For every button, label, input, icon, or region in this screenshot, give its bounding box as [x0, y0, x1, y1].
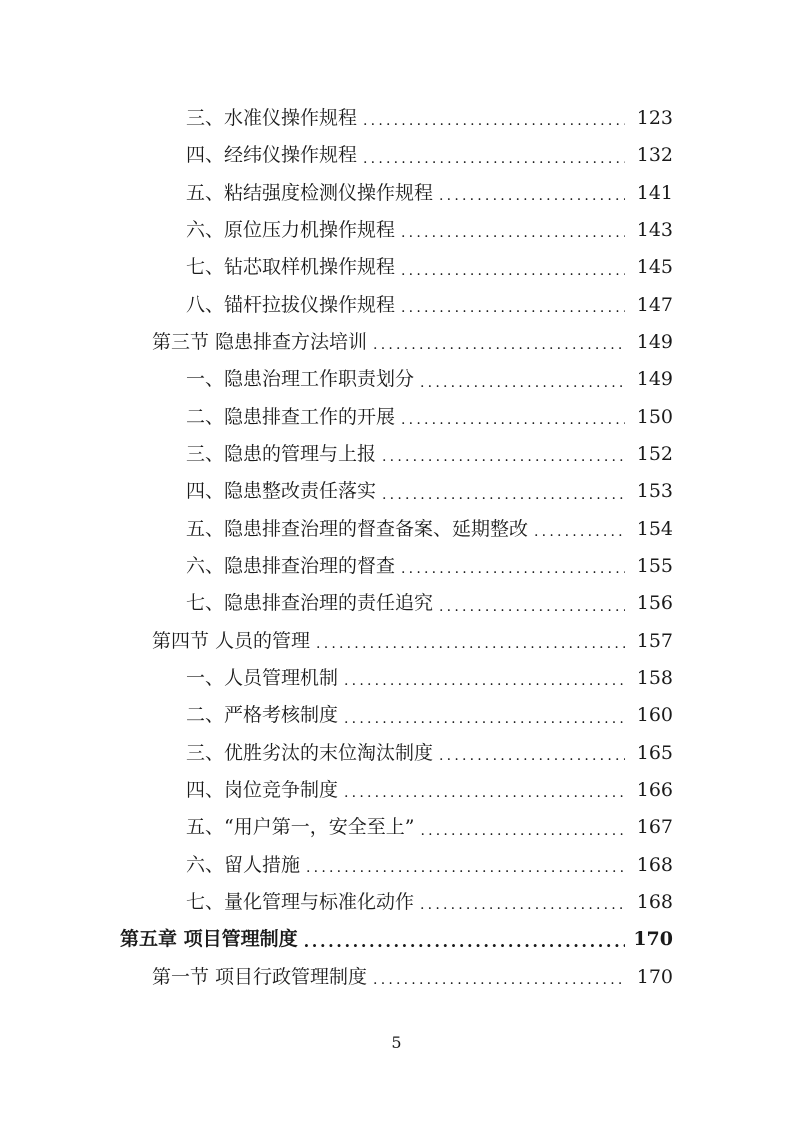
toc-dot-leader	[344, 712, 625, 735]
toc-entry-title: 七、量化管理与标准化动作	[186, 891, 415, 914]
toc-entry-title: 六、留人措施	[186, 853, 301, 876]
toc-entry-title: 第四节 人员的管理	[152, 629, 311, 652]
toc-entry-page: 143	[636, 219, 673, 242]
toc-entry-page: 156	[636, 592, 673, 615]
toc-entry[interactable]	[0, 287, 793, 324]
toc-entry[interactable]	[0, 137, 793, 174]
toc-dot-leader	[401, 301, 625, 324]
toc-entry[interactable]	[0, 847, 793, 884]
toc-dot-leader	[420, 376, 625, 399]
toc-entry-title: 五、粘结强度检测仪操作规程	[186, 181, 434, 204]
toc-entry-title: 四、经纬仪操作规程	[186, 144, 358, 167]
toc-entry-page: 168	[636, 891, 673, 914]
toc-section-entry[interactable]	[0, 324, 793, 361]
table-of-contents	[0, 100, 793, 996]
toc-section-entry[interactable]	[0, 623, 793, 660]
toc-entry-title: 七、隐患排查治理的责任追究	[186, 592, 434, 615]
toc-dot-leader	[373, 338, 625, 361]
toc-entry-page: 132	[636, 144, 673, 167]
toc-dot-leader	[420, 898, 625, 921]
toc-entry-page: 145	[636, 256, 673, 279]
toc-entry-page: 154	[636, 517, 673, 540]
toc-entry-title: 六、原位压力机操作规程	[186, 219, 396, 242]
toc-chapter-entry[interactable]	[0, 921, 793, 958]
toc-entry-title: 八、锚杆拉拔仪操作规程	[186, 293, 396, 316]
toc-entry-page: 149	[636, 331, 673, 354]
toc-entry[interactable]	[0, 473, 793, 510]
toc-entry[interactable]	[0, 809, 793, 846]
toc-entry-page: 170	[636, 965, 673, 988]
toc-entry[interactable]	[0, 697, 793, 734]
toc-entry-page: 170	[633, 928, 673, 951]
toc-entry[interactable]	[0, 884, 793, 921]
toc-dot-leader	[344, 786, 625, 809]
toc-dot-leader	[382, 450, 625, 473]
toc-entry-title: 二、严格考核制度	[186, 704, 339, 727]
toc-dot-leader	[382, 488, 625, 511]
toc-entry-page: 123	[636, 107, 673, 130]
toc-dot-leader	[306, 861, 625, 884]
toc-entry-title: 第三节 隐患排查方法培训	[152, 331, 368, 354]
page-number: 5	[391, 1033, 402, 1052]
toc-entry[interactable]	[0, 249, 793, 286]
toc-entry[interactable]	[0, 399, 793, 436]
toc-entry-page: 166	[636, 779, 673, 802]
toc-dot-leader	[344, 674, 625, 697]
toc-dot-leader	[363, 152, 625, 175]
toc-entry-title: 四、岗位竞争制度	[186, 779, 339, 802]
toc-entry[interactable]	[0, 212, 793, 249]
toc-dot-leader	[534, 525, 625, 548]
toc-entry-title: 一、人员管理机制	[186, 667, 339, 690]
toc-entry-title: 五、隐患排查治理的督查备案、延期整改	[186, 517, 529, 540]
toc-entry-title: 三、隐患的管理与上报	[186, 443, 377, 466]
toc-entry-page: 150	[636, 405, 673, 428]
toc-entry-title: 一、隐患治理工作职责划分	[186, 368, 415, 391]
toc-dot-leader	[316, 637, 625, 660]
toc-entry-title: 四、隐患整改责任落实	[186, 480, 377, 503]
toc-entry-page: 165	[636, 741, 673, 764]
toc-entry-title: 三、水准仪操作规程	[186, 107, 358, 130]
toc-entry[interactable]	[0, 511, 793, 548]
toc-section-entry[interactable]	[0, 959, 793, 996]
toc-entry-title: 六、隐患排查治理的督查	[186, 555, 396, 578]
toc-dot-leader	[439, 749, 625, 772]
toc-dot-leader	[439, 600, 625, 623]
toc-dot-leader	[401, 226, 625, 249]
toc-entry[interactable]	[0, 772, 793, 809]
toc-dot-leader	[420, 824, 625, 847]
toc-entry-page: 153	[636, 480, 673, 503]
toc-entry-page: 157	[636, 629, 673, 652]
toc-entry-page: 168	[636, 853, 673, 876]
toc-entry-title: 三、优胜劣汰的末位淘汰制度	[186, 741, 434, 764]
toc-entry-title: 二、隐患排查工作的开展	[186, 405, 396, 428]
toc-entry[interactable]	[0, 100, 793, 137]
toc-dot-leader	[363, 114, 625, 137]
toc-entry-page: 160	[636, 704, 673, 727]
toc-entry[interactable]	[0, 436, 793, 473]
toc-entry[interactable]	[0, 361, 793, 398]
toc-entry-page: 141	[636, 181, 673, 204]
toc-entry-page: 152	[636, 443, 673, 466]
toc-entry-title: 第一节 项目行政管理制度	[152, 965, 368, 988]
toc-dot-leader	[304, 934, 625, 959]
toc-entry-page: 167	[636, 816, 673, 839]
toc-dot-leader	[401, 413, 625, 436]
toc-entry-title: 第五章 项目管理制度	[120, 928, 298, 951]
toc-dot-leader	[439, 189, 625, 212]
toc-dot-leader	[373, 973, 625, 996]
toc-entry-title: 五、“用户第一，安全至上”	[186, 816, 415, 839]
toc-entry-page: 158	[636, 667, 673, 690]
toc-entry[interactable]	[0, 660, 793, 697]
toc-entry[interactable]	[0, 175, 793, 212]
toc-entry-title: 七、钻芯取样机操作规程	[186, 256, 396, 279]
toc-entry[interactable]	[0, 735, 793, 772]
toc-entry-page: 155	[636, 555, 673, 578]
toc-dot-leader	[401, 562, 625, 585]
toc-dot-leader	[401, 264, 625, 287]
toc-entry-page: 149	[636, 368, 673, 391]
toc-entry[interactable]	[0, 548, 793, 585]
toc-entry-page: 147	[636, 293, 673, 316]
toc-entry[interactable]	[0, 585, 793, 622]
